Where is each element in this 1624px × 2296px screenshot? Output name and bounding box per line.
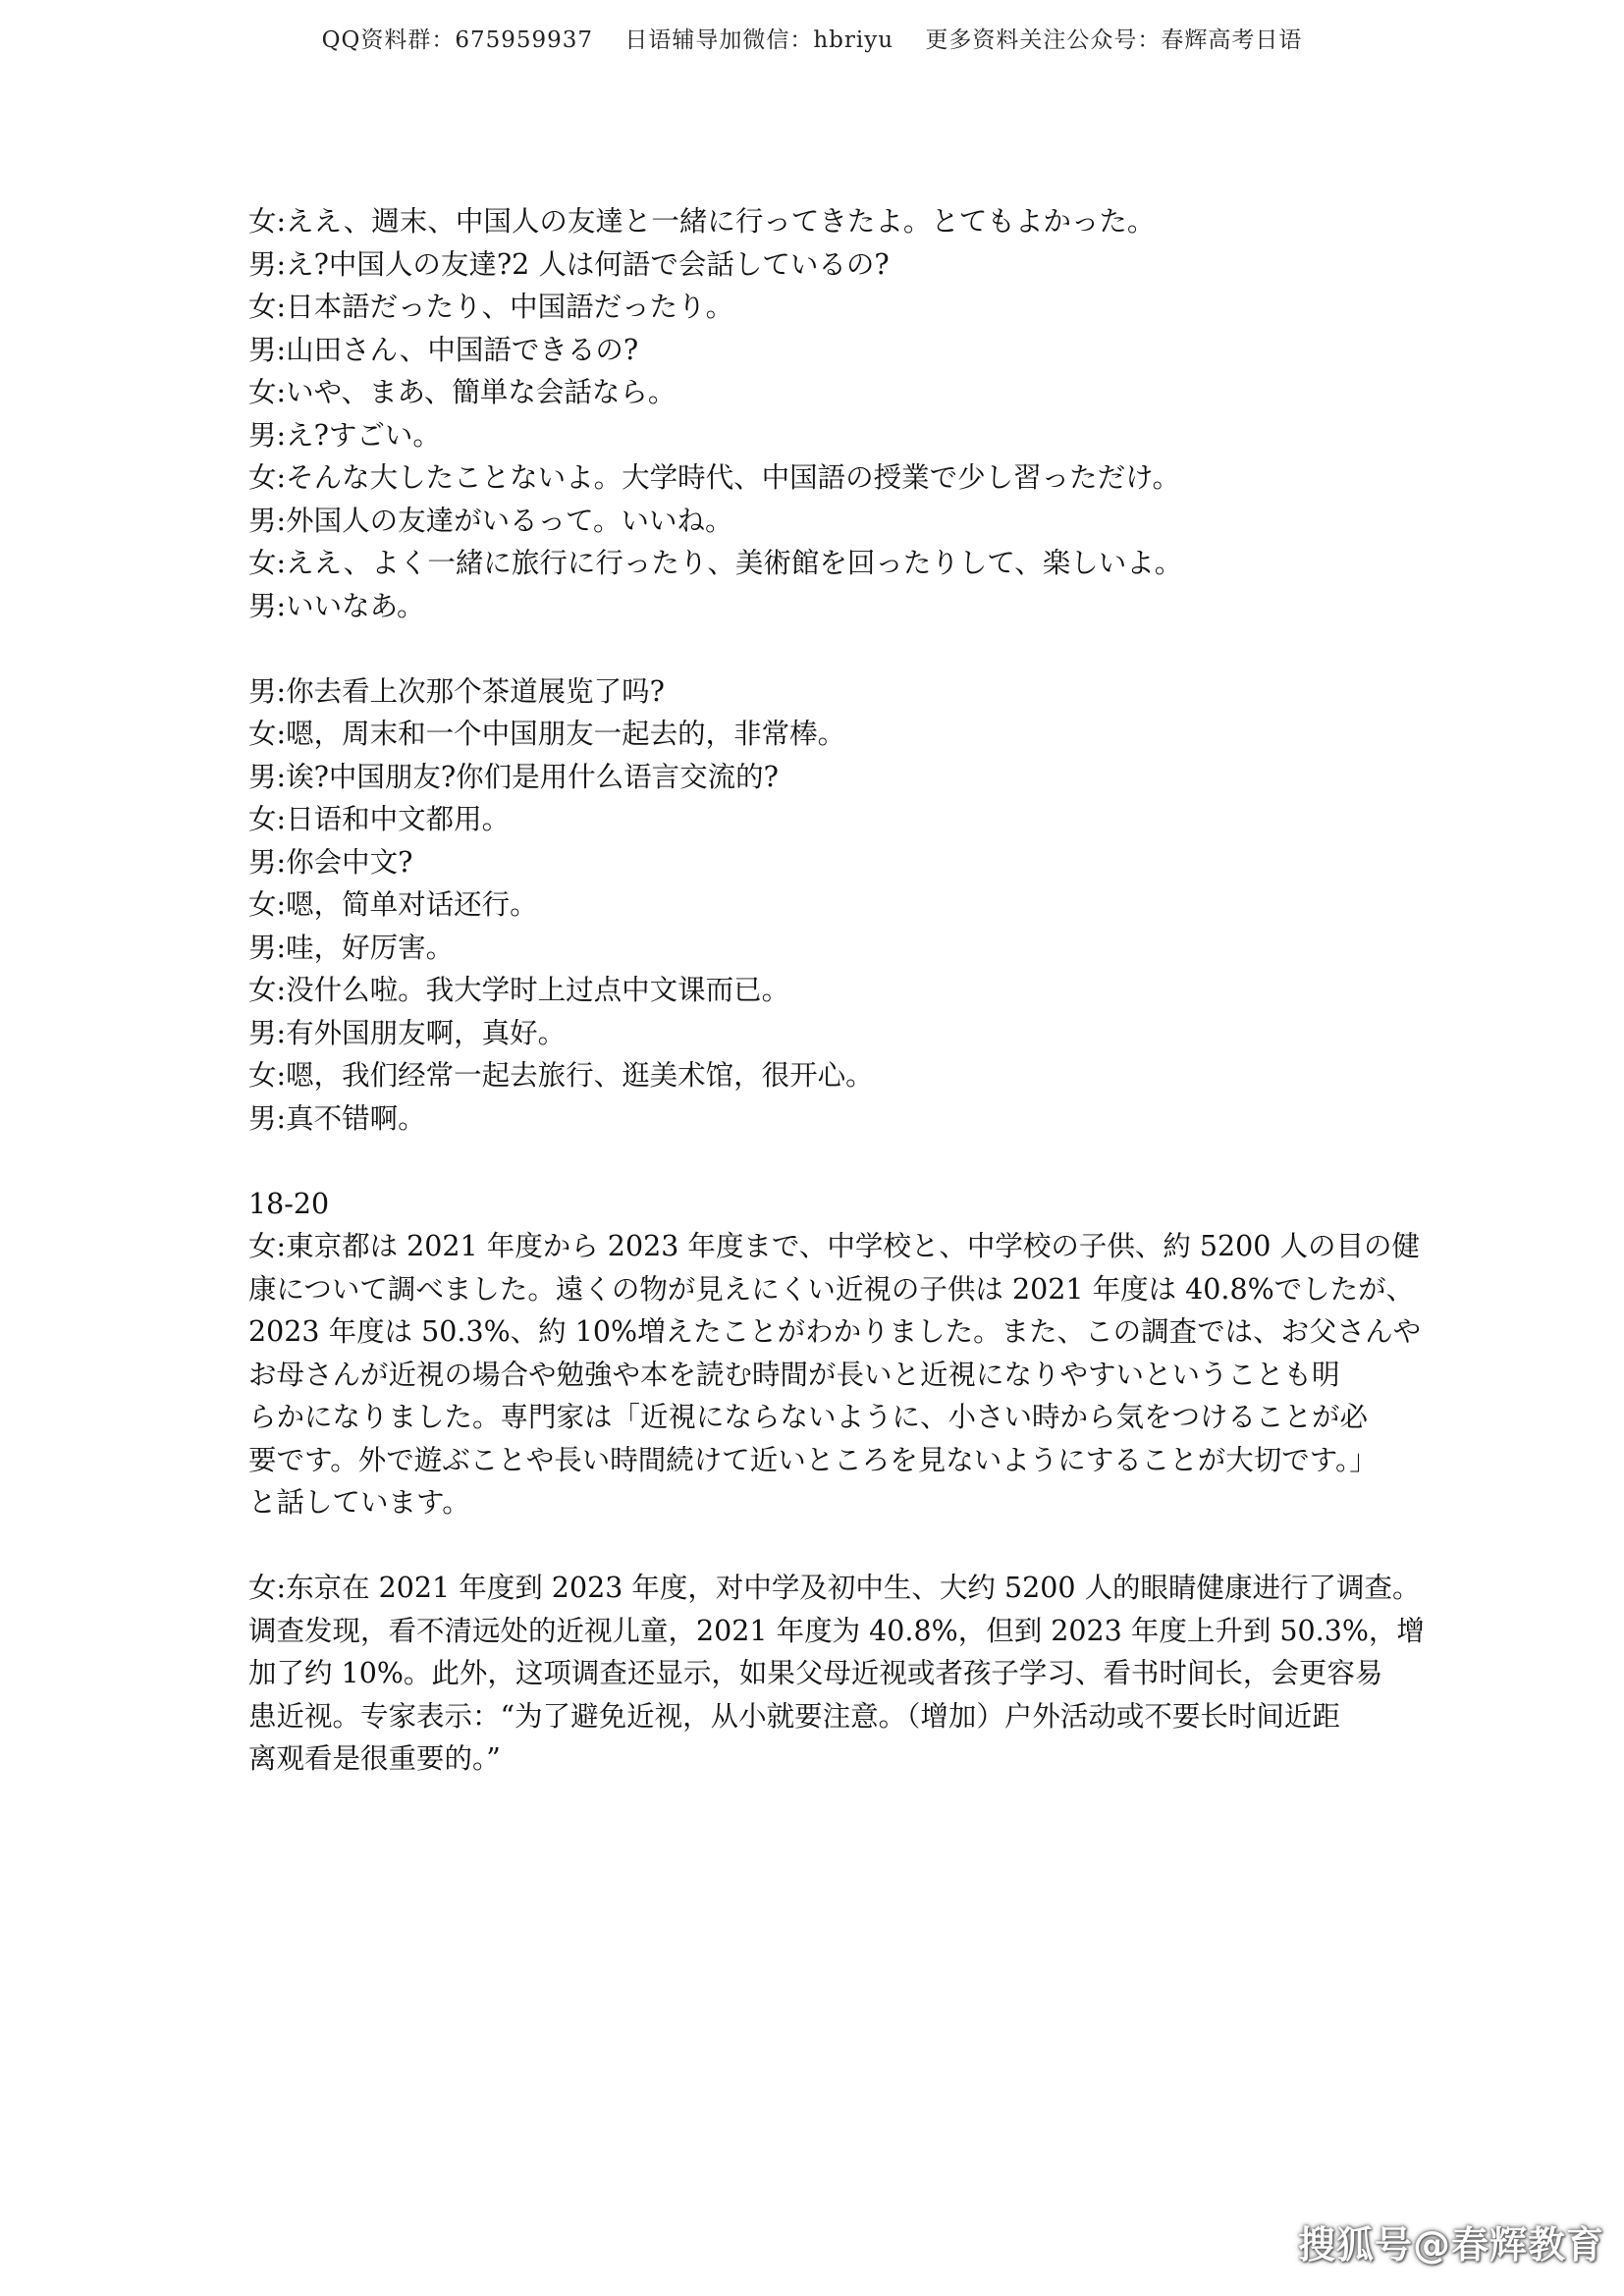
passage-line: 患近视。专家表示：“为了避免近视，从小就要注意。（增加）户外活动或不要长时间近距 [248, 1699, 1340, 1733]
dialogue-chinese [248, 670, 1387, 1141]
header-official-account: 更多资料关注公众号：春辉高考日语 [925, 27, 1303, 53]
dialogue-line: 女:嗯，周末和一个中国朋友一起去的，非常棒。 [248, 718, 846, 750]
dialogue-line: 女:ええ、週末、中国人の友達と一緒に行ってきたよ。とてもよかった。 [248, 205, 1156, 238]
dialogue-line: 男:真不错啊。 [248, 1101, 426, 1135]
passage-line: 2023 年度は 50.3%、約 10%増えたことがわかりました。また、この調査では、お父さんや [248, 1315, 1422, 1348]
dialogue-line: 女:日本語だったり、中国語だったり。 [248, 291, 734, 323]
paragraph-gap [248, 1524, 1387, 1568]
passage-line: 女:东京在 2021 年度到 2023 年度，对中学及初中生、大约 5200 人的眼睛健康进行了调查。 [248, 1572, 1421, 1604]
dialogue-line: 女:そんな大したことないよ。大学時代、中国語の授業で少し習っただけ。 [248, 461, 1180, 494]
passage-line: と話しています。 [248, 1486, 470, 1519]
passage-line: 要です。外で遊ぶことや長い時間続けて近いところを見ないようにすることが大切です。」 [248, 1443, 1378, 1476]
passage-line: らかになりました。専門家は「近視にならないように、小さい時から気をつけることが必 [248, 1401, 1369, 1433]
passage-line: 加了约 10%。此外，这项调查还显示，如果父母近视或者孩子学习、看书时间长，会更容易 [248, 1657, 1383, 1689]
dialogue-japanese [248, 200, 1387, 627]
dialogue-line: 男:外国人の友達がいるって。いいね。 [248, 504, 733, 537]
passage-line: 调查发现，看不清远处的近视儿童，2021 年度为 40.8%，但到 2023 年度上升到 50.3%，增 [248, 1614, 1425, 1647]
passage-line: 女:東京都は 2021 年度から 2023 年度まで、中学校と、中学校の子供、約 5200 人の目の健 [248, 1230, 1420, 1262]
paragraph-gap [248, 1140, 1387, 1183]
header-wechat: 日语辅导加微信：hbriyu [624, 27, 894, 53]
dialogue-line: 女:嗯，简单对话还行。 [248, 888, 538, 921]
passage-japanese [248, 1225, 1422, 1524]
dialogue-line: 女:いや、まあ、簡単な会話なら。 [248, 376, 677, 408]
document-body [248, 200, 1425, 1781]
sohu-watermark: 搜狐号@春辉教育 [1297, 2223, 1604, 2267]
dialogue-line: 女:没什么啦。我大学时上过点中文课而已。 [248, 974, 790, 1006]
dialogue-line: 男:诶?中国朋友?你们是用什么语言交流的? [248, 760, 779, 793]
passage-line: 离观看是很重要的。” [248, 1742, 501, 1775]
passage-line: お母さんが近視の場合や勉強や本を読む時間が長いと近視になりやすいということも明 [248, 1358, 1340, 1391]
dialogue-line: 男:你去看上次那个茶道展览了吗? [248, 674, 665, 708]
dialogue-line: 男:山田さん、中国語できるの? [248, 333, 639, 366]
dialogue-line: 女:嗯，我们经常一起去旅行、逛美术馆，很开心。 [248, 1059, 874, 1092]
passage-chinese [248, 1567, 1425, 1781]
dialogue-line: 男:有外国朋友啊，真好。 [248, 1016, 567, 1049]
dialogue-line: 男:哇，好厉害。 [248, 931, 455, 964]
section-label: 18-20 [248, 1187, 330, 1220]
header-qq-group: QQ资料群：675959937 [321, 27, 594, 53]
dialogue-line: 男:え?中国人の友達?2 人は何語で会話しているの? [248, 247, 890, 281]
paragraph-gap [248, 627, 1387, 670]
passage-line: 康について調べました。遠くの物が見えにくい近視の子供は 2021 年度は 40.8%でしたが、 [248, 1272, 1415, 1306]
dialogue-line: 女:ええ、よく一緒に旅行に行ったり、美術館を回ったりして、楽しいよ。 [248, 547, 1183, 579]
dialogue-line: 女:日语和中文都用。 [248, 803, 511, 835]
dialogue-line: 男:你会中文? [248, 845, 413, 879]
dialogue-line: 男:いいなあ。 [248, 589, 425, 622]
page-header [0, 22, 1624, 54]
dialogue-line: 男:え?すごい。 [248, 418, 441, 452]
